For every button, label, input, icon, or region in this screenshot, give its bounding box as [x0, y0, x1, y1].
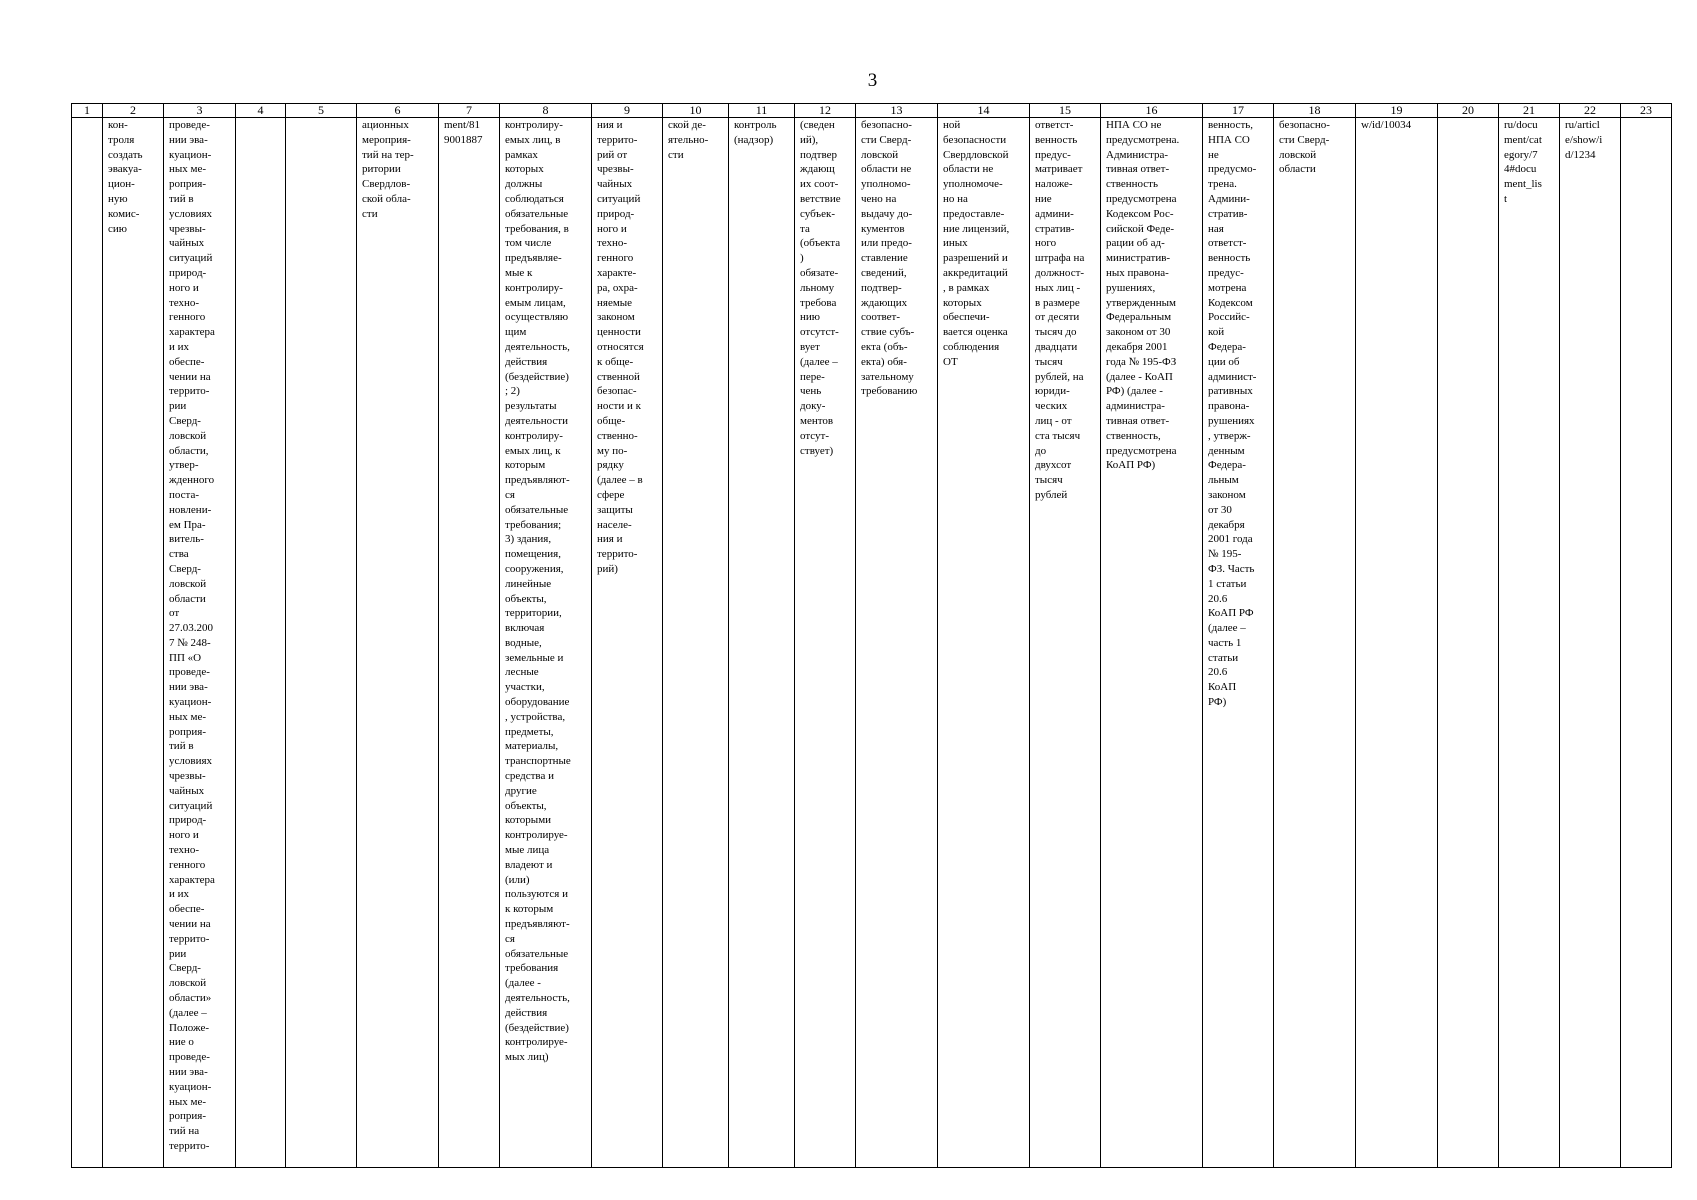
table-cell: контроль (надзор)	[729, 118, 795, 1168]
table-cell: венность, НПА СО не предусмо- трена. Админи- стратив- ная ответст- венность предус- мотрена Кодексом Российс- кой Федера- ции об админист- ративных правона- рушениях , утверж- денным Федера- льным законом от 30 декабря 2001 года № 195- ФЗ. Часть 1 статьи 20.6 КоАП РФ (далее – часть 1 статьи 20.6 КоАП РФ)	[1203, 118, 1274, 1168]
column-header: 19	[1356, 104, 1438, 118]
column-header: 9	[592, 104, 663, 118]
page-number: 3	[867, 70, 878, 91]
table-cell: безопасно- сти Сверд- ловской области не уполномо- чено на выдачу до- кументов или предо- ставление сведений, подтвер- ждающих соответ- ствие субъ- екта (объ- екта) обя- зательному требованию	[856, 118, 938, 1168]
column-header: 13	[856, 104, 938, 118]
column-header: 10	[663, 104, 729, 118]
table-cell: ru/articl e/show/i d/1234	[1560, 118, 1621, 1168]
table-cell	[1621, 118, 1672, 1168]
table-row	[72, 118, 1672, 1168]
column-header: 8	[500, 104, 592, 118]
table-cell	[286, 118, 357, 1168]
column-header: 3	[164, 104, 236, 118]
column-header: 17	[1203, 104, 1274, 118]
table-cell: кон- троля создать эвакуа- цион- ную комис- сию	[103, 118, 164, 1168]
table-cell	[1438, 118, 1499, 1168]
table-cell: ния и террито- рий от чрезвы- чайных ситуаций природ- ного и техно- генного характе- ра, охра- няемые законом ценности относятся к обще- ственной безопас- ности и к обще- ственно- му по- рядку (далее – в сфере защиты населе- ния и террито- рий)	[592, 118, 663, 1168]
column-header: 4	[236, 104, 286, 118]
table-cell	[72, 118, 103, 1168]
table-cell: (сведен ий), подтвер ждающ их соот- ветствие субъек- та (объекта ) обязате- льному требова нию отсутст- вует (далее – пере- чень доку- ментов отсут- ствует)	[795, 118, 856, 1168]
table-cell: проведе- нии эва- куацион- ных ме- роприя- тий в условиях чрезвы- чайных ситуаций природ- ного и техно- генного характера и их обеспе- чении на террито- рии Сверд- ловской области, утвер- жденного поста- новлени- ем Пра- витель- ства Сверд- ловской области от 27.03.200 7 № 248- ПП «О проведе- нии эва- куацион- ных ме- роприя- тий в условиях чрезвы- чайных ситуаций природ- ного и техно- генного характера и их обеспе- чении на террито- рии Сверд- ловской области» (далее – Положе- ние о проведе- нии эва- куацион- ных ме- роприя- тий на террито-	[164, 118, 236, 1168]
column-header: 7	[439, 104, 500, 118]
table-cell: ной безопасности Свердловской области не уполномоче- но на предоставле- ние лицензий, иных разрешений и аккредитаций , в рамках которых обеспечи- вается оценка соблюдения ОТ	[938, 118, 1030, 1168]
table-cell: ской де- ятельно- сти	[663, 118, 729, 1168]
column-header: 14	[938, 104, 1030, 118]
regulation-table	[71, 103, 1672, 1168]
table-cell: ment/81 9001887	[439, 118, 500, 1168]
column-header: 21	[1499, 104, 1560, 118]
column-header: 20	[1438, 104, 1499, 118]
table-cell	[236, 118, 286, 1168]
table-cell: контролиру- емых лиц, в рамках которых должны соблюдаться обязательные требования, в том числе предъявляе- мые к контролиру- емым лицам, осуществляю щим деятельность, действия (бездействие) ; 2) результаты деятельности контролиру- емых лиц, к которым предъявляют- ся обязательные требования; 3) здания, помещения, сооружения, линейные объекты, территории, включая водные, земельные и лесные участки, оборудование , устройства, предметы, материалы, транспортные средства и другие объекты, которыми контролируе- мые лица владеют и (или) пользуются и к которым предъявляют- ся обязательные требования (далее - деятельность, действия (бездействие) контролируе- мых лиц)	[500, 118, 592, 1168]
table-cell: ационных мероприя- тий на тер- ритории Свердлов- ской обла- сти	[357, 118, 439, 1168]
column-header: 12	[795, 104, 856, 118]
column-header: 22	[1560, 104, 1621, 118]
column-header: 23	[1621, 104, 1672, 118]
table-cell: w/id/10034	[1356, 118, 1438, 1168]
table-cell: безопасно- сти Сверд- ловской области	[1274, 118, 1356, 1168]
column-header: 1	[72, 104, 103, 118]
table-cell: ru/docu ment/cat egory/7 4#docu ment_lis t	[1499, 118, 1560, 1168]
column-header: 16	[1101, 104, 1203, 118]
column-header: 15	[1030, 104, 1101, 118]
table-cell: ответст- венность предус- матривает наложе- ние админи- стратив- ного штрафа на должност- ных лиц - в размере от десяти тысяч до двадцати тысяч рублей, на юриди- ческих лиц - от ста тысяч до двухсот тысяч рублей	[1030, 118, 1101, 1168]
column-header: 18	[1274, 104, 1356, 118]
column-header: 11	[729, 104, 795, 118]
column-number-row	[72, 104, 1672, 118]
table-cell: НПА СО не предусмотрена. Администра- тивная ответ- ственность предусмотрена Кодексом Рос- сийской Феде- рации об ад- министратив- ных правона- рушениях, утвержденным Федеральным законом от 30 декабря 2001 года № 195-ФЗ (далее - КоАП РФ) (далее - администра- тивная ответ- ственность, предусмотрена КоАП РФ)	[1101, 118, 1203, 1168]
column-header: 6	[357, 104, 439, 118]
column-header: 5	[286, 104, 357, 118]
column-header: 2	[103, 104, 164, 118]
